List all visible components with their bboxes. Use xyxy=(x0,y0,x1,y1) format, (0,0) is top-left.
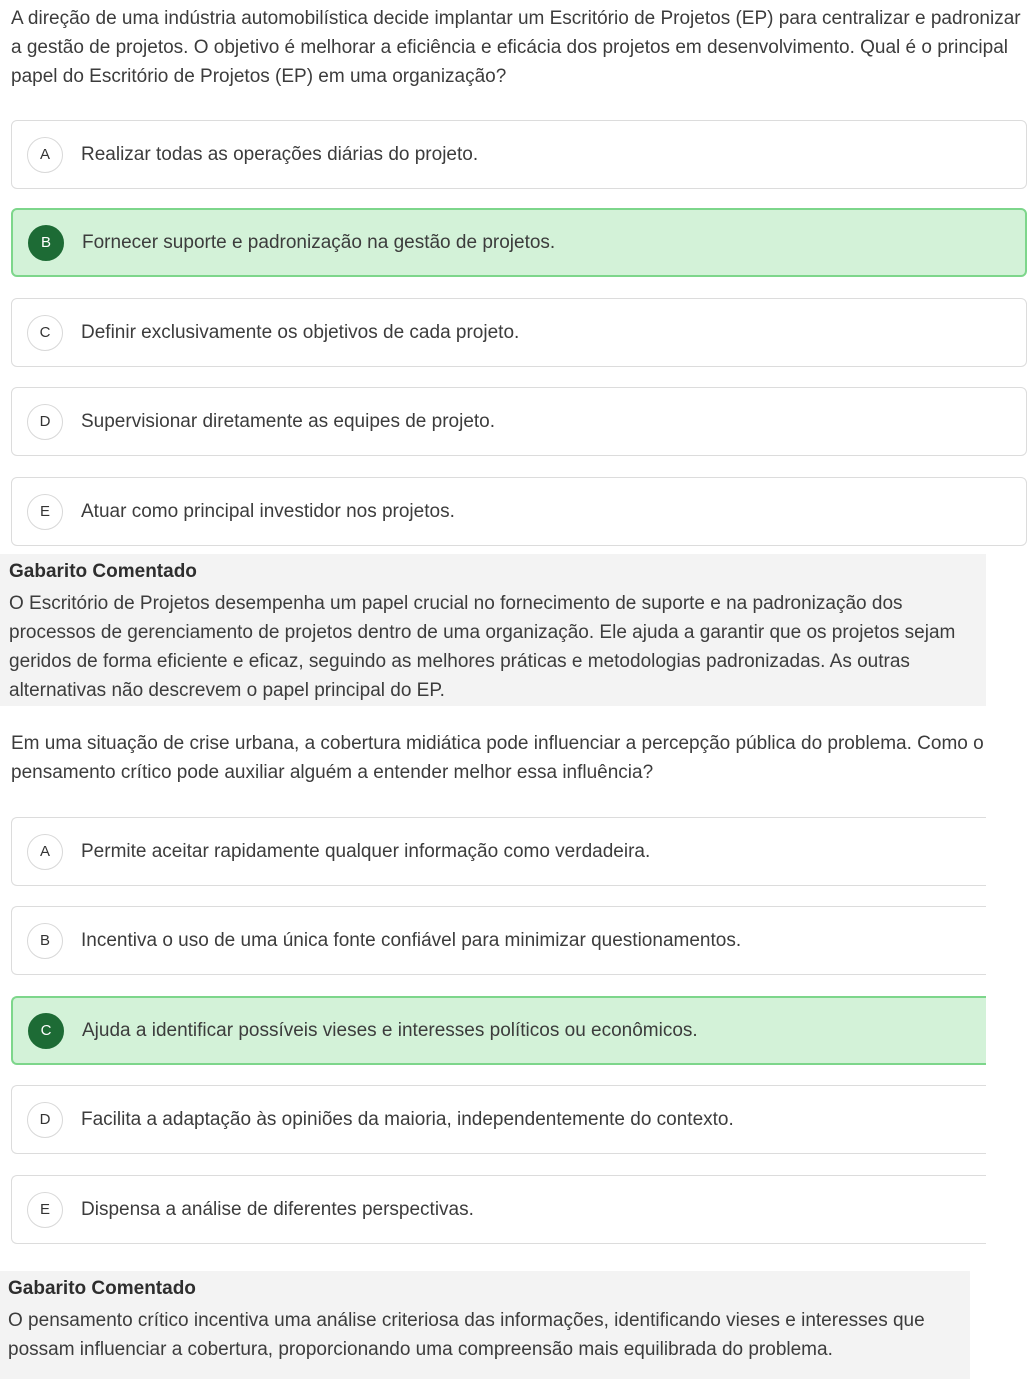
option-label: Atuar como principal investidor nos projetos. xyxy=(81,500,455,522)
option-letter-badge: E xyxy=(27,1192,63,1228)
option-label: Dispensa a análise de diferentes perspectivas. xyxy=(81,1198,474,1220)
option-letter-badge: D xyxy=(27,404,63,440)
q1-option-e[interactable] xyxy=(11,477,1027,546)
q1-option-c[interactable] xyxy=(11,298,1027,367)
option-label: Facilita a adaptação às opiniões da maioria, independentemente do contexto. xyxy=(81,1108,734,1130)
option-label: Permite aceitar rapidamente qualquer informação como verdadeira. xyxy=(81,840,651,862)
option-label: Definir exclusivamente os objetivos de cada projeto. xyxy=(81,321,520,343)
option-letter-badge: A xyxy=(27,834,63,870)
option-label: Fornecer suporte e padronização na gestão de projetos. xyxy=(82,231,556,253)
q2-option-c[interactable] xyxy=(11,996,986,1065)
option-letter-badge: C xyxy=(28,1013,64,1049)
q1-option-d[interactable] xyxy=(11,387,1027,456)
q2-option-d[interactable] xyxy=(11,1085,986,1154)
question-1-text: A direção de uma indústria automobilística decide implantar um Escritório de Projetos (EP) para centralizar e padronizar a gestão de projetos. O objetivo é melhorar a eficiência e eficácia dos projetos em desenvolvimento. Qual é o principal papel do Escritório de Projetos (EP) em uma organização? xyxy=(11,8,1021,87)
feedback-title: Gabarito Comentado xyxy=(8,1278,196,1299)
option-letter-badge: D xyxy=(27,1102,63,1138)
option-label: Supervisionar diretamente as equipes de projeto. xyxy=(81,410,496,432)
option-letter-badge: B xyxy=(27,923,63,959)
option-letter-badge: C xyxy=(27,315,63,351)
option-letter-badge: B xyxy=(28,225,64,261)
option-label: Realizar todas as operações diárias do projeto. xyxy=(81,143,479,165)
feedback-text: O pensamento crítico incentiva uma análise criteriosa das informações, identificando vieses e interesses que possam influenciar a cobertura, proporcionando uma compreensão mais equilibrada do problema. xyxy=(8,1310,925,1360)
q1-feedback-panel xyxy=(0,554,986,706)
option-label: Ajuda a identificar possíveis vieses e interesses políticos ou econômicos. xyxy=(82,1019,698,1041)
q2-option-e[interactable] xyxy=(11,1175,986,1244)
q1-option-a[interactable] xyxy=(11,120,1027,189)
q1-option-b[interactable] xyxy=(11,208,1027,277)
feedback-text: O Escritório de Projetos desempenha um papel crucial no fornecimento de suporte e na padronização dos processos de gerenciamento de projetos dentro de uma organização. Ele ajuda a garantir que os projetos sejam geridos de forma eficiente e eficaz, seguindo as melhores práticas e metodologias padronizadas. As outras alternativas não descrevem o papel principal do EP. xyxy=(9,593,956,701)
option-label: Incentiva o uso de uma única fonte confiável para minimizar questionamentos. xyxy=(81,929,742,951)
q2-option-b[interactable] xyxy=(11,906,986,975)
option-letter-badge: E xyxy=(27,494,63,530)
option-letter-badge: A xyxy=(27,137,63,173)
question-2-text: Em uma situação de crise urbana, a cobertura midiática pode influenciar a percepção pública do problema. Como o pensamento crítico pode auxiliar alguém a entender melhor essa influência? xyxy=(11,733,984,783)
q2-option-a[interactable] xyxy=(11,817,986,886)
q2-feedback-panel xyxy=(0,1271,970,1379)
feedback-title: Gabarito Comentado xyxy=(9,561,197,582)
